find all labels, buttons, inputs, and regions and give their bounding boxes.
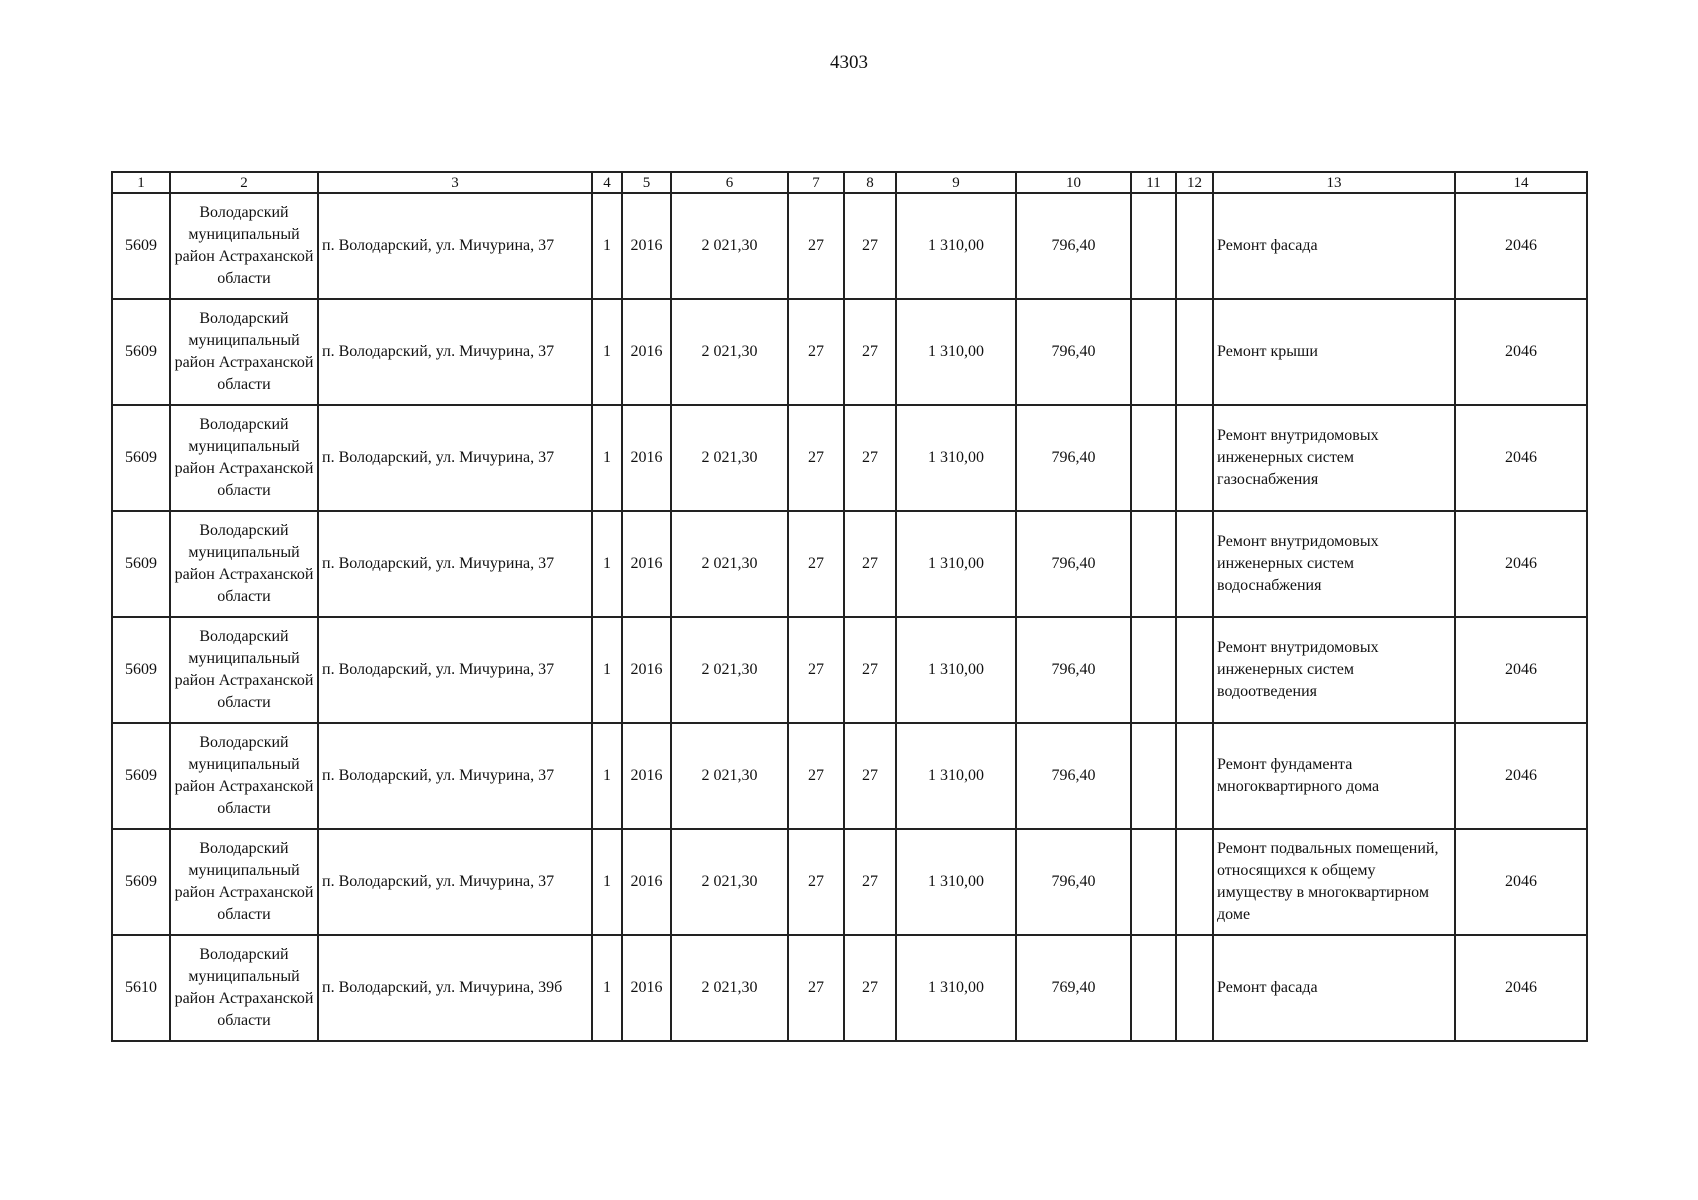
column-header: 4 bbox=[592, 172, 622, 193]
col7-cell: 27 bbox=[788, 723, 844, 829]
address-cell: п. Володарский, ул. Мичурина, 37 bbox=[318, 723, 592, 829]
col7-cell: 27 bbox=[788, 617, 844, 723]
col6-cell: 2 021,30 bbox=[671, 511, 788, 617]
table-row bbox=[112, 193, 1587, 299]
col6-cell: 2 021,30 bbox=[671, 617, 788, 723]
column-header: 9 bbox=[896, 172, 1016, 193]
address-cell: п. Володарский, ул. Мичурина, 37 bbox=[318, 829, 592, 935]
work-type-cell: Ремонт внутридомовых инженерных систем водоотведения bbox=[1213, 617, 1455, 723]
work-type-cell: Ремонт внутридомовых инженерных систем водоснабжения bbox=[1213, 511, 1455, 617]
col5-cell: 2016 bbox=[622, 299, 671, 405]
col12-cell bbox=[1176, 299, 1213, 405]
row-id: 5609 bbox=[112, 405, 170, 511]
col4-cell: 1 bbox=[592, 511, 622, 617]
col6-cell: 2 021,30 bbox=[671, 935, 788, 1041]
table-row bbox=[112, 299, 1587, 405]
year-cell: 2046 bbox=[1455, 299, 1587, 405]
header-row bbox=[112, 172, 1587, 193]
repair-schedule-table bbox=[111, 171, 1588, 1042]
col7-cell: 27 bbox=[788, 511, 844, 617]
col11-cell bbox=[1131, 723, 1176, 829]
col7-cell: 27 bbox=[788, 193, 844, 299]
address-cell: п. Володарский, ул. Мичурина, 37 bbox=[318, 193, 592, 299]
col12-cell bbox=[1176, 405, 1213, 511]
district-cell: Володарский муниципальный район Астраханской области bbox=[170, 829, 318, 935]
address-cell: п. Володарский, ул. Мичурина, 37 bbox=[318, 617, 592, 723]
col12-cell bbox=[1176, 511, 1213, 617]
col8-cell: 27 bbox=[844, 405, 896, 511]
row-id: 5609 bbox=[112, 617, 170, 723]
col12-cell bbox=[1176, 617, 1213, 723]
col8-cell: 27 bbox=[844, 829, 896, 935]
year-cell: 2046 bbox=[1455, 723, 1587, 829]
col6-cell: 2 021,30 bbox=[671, 723, 788, 829]
row-id: 5609 bbox=[112, 511, 170, 617]
col7-cell: 27 bbox=[788, 299, 844, 405]
col9-cell: 1 310,00 bbox=[896, 723, 1016, 829]
work-type-cell: Ремонт фасада bbox=[1213, 935, 1455, 1041]
column-header: 2 bbox=[170, 172, 318, 193]
year-cell: 2046 bbox=[1455, 193, 1587, 299]
table-row bbox=[112, 617, 1587, 723]
column-header: 11 bbox=[1131, 172, 1176, 193]
col6-cell: 2 021,30 bbox=[671, 829, 788, 935]
district-cell: Володарский муниципальный район Астраханской области bbox=[170, 299, 318, 405]
column-header: 6 bbox=[671, 172, 788, 193]
year-cell: 2046 bbox=[1455, 935, 1587, 1041]
col4-cell: 1 bbox=[592, 829, 622, 935]
work-type-cell: Ремонт фундамента многоквартирного дома bbox=[1213, 723, 1455, 829]
col11-cell bbox=[1131, 617, 1176, 723]
year-cell: 2046 bbox=[1455, 511, 1587, 617]
col11-cell bbox=[1131, 935, 1176, 1041]
col9-cell: 1 310,00 bbox=[896, 935, 1016, 1041]
year-cell: 2046 bbox=[1455, 405, 1587, 511]
table-row bbox=[112, 935, 1587, 1041]
district-cell: Володарский муниципальный район Астраханской области bbox=[170, 617, 318, 723]
work-type-cell: Ремонт крыши bbox=[1213, 299, 1455, 405]
district-cell: Володарский муниципальный район Астраханской области bbox=[170, 723, 318, 829]
column-header: 7 bbox=[788, 172, 844, 193]
work-type-cell: Ремонт фасада bbox=[1213, 193, 1455, 299]
col9-cell: 1 310,00 bbox=[896, 193, 1016, 299]
column-header: 1 bbox=[112, 172, 170, 193]
col12-cell bbox=[1176, 829, 1213, 935]
col8-cell: 27 bbox=[844, 723, 896, 829]
col4-cell: 1 bbox=[592, 723, 622, 829]
col7-cell: 27 bbox=[788, 829, 844, 935]
col4-cell: 1 bbox=[592, 935, 622, 1041]
row-id: 5609 bbox=[112, 193, 170, 299]
page-number: 4303 bbox=[830, 52, 868, 73]
col5-cell: 2016 bbox=[622, 829, 671, 935]
col10-cell: 796,40 bbox=[1016, 511, 1131, 617]
col11-cell bbox=[1131, 299, 1176, 405]
address-cell: п. Володарский, ул. Мичурина, 37 bbox=[318, 405, 592, 511]
col5-cell: 2016 bbox=[622, 935, 671, 1041]
col10-cell: 796,40 bbox=[1016, 617, 1131, 723]
col10-cell: 796,40 bbox=[1016, 829, 1131, 935]
col6-cell: 2 021,30 bbox=[671, 193, 788, 299]
col12-cell bbox=[1176, 723, 1213, 829]
address-cell: п. Володарский, ул. Мичурина, 39б bbox=[318, 935, 592, 1041]
col4-cell: 1 bbox=[592, 299, 622, 405]
column-header: 14 bbox=[1455, 172, 1587, 193]
col9-cell: 1 310,00 bbox=[896, 617, 1016, 723]
col7-cell: 27 bbox=[788, 405, 844, 511]
work-type-cell: Ремонт внутридомовых инженерных систем газоснабжения bbox=[1213, 405, 1455, 511]
address-cell: п. Володарский, ул. Мичурина, 37 bbox=[318, 299, 592, 405]
table-row bbox=[112, 511, 1587, 617]
col11-cell bbox=[1131, 405, 1176, 511]
column-header: 13 bbox=[1213, 172, 1455, 193]
row-id: 5609 bbox=[112, 299, 170, 405]
col8-cell: 27 bbox=[844, 511, 896, 617]
district-cell: Володарский муниципальный район Астраханской области bbox=[170, 193, 318, 299]
row-id: 5610 bbox=[112, 935, 170, 1041]
col5-cell: 2016 bbox=[622, 511, 671, 617]
col4-cell: 1 bbox=[592, 193, 622, 299]
district-cell: Володарский муниципальный район Астраханской области bbox=[170, 511, 318, 617]
col10-cell: 796,40 bbox=[1016, 405, 1131, 511]
col5-cell: 2016 bbox=[622, 405, 671, 511]
table-row bbox=[112, 405, 1587, 511]
column-header: 12 bbox=[1176, 172, 1213, 193]
col9-cell: 1 310,00 bbox=[896, 829, 1016, 935]
col12-cell bbox=[1176, 193, 1213, 299]
col8-cell: 27 bbox=[844, 299, 896, 405]
col5-cell: 2016 bbox=[622, 193, 671, 299]
col10-cell: 796,40 bbox=[1016, 299, 1131, 405]
col10-cell: 796,40 bbox=[1016, 193, 1131, 299]
col9-cell: 1 310,00 bbox=[896, 299, 1016, 405]
row-id: 5609 bbox=[112, 723, 170, 829]
year-cell: 2046 bbox=[1455, 617, 1587, 723]
col7-cell: 27 bbox=[788, 935, 844, 1041]
col5-cell: 2016 bbox=[622, 617, 671, 723]
column-header: 10 bbox=[1016, 172, 1131, 193]
col9-cell: 1 310,00 bbox=[896, 511, 1016, 617]
district-cell: Володарский муниципальный район Астраханской области bbox=[170, 405, 318, 511]
col8-cell: 27 bbox=[844, 935, 896, 1041]
col4-cell: 1 bbox=[592, 405, 622, 511]
table-row bbox=[112, 829, 1587, 935]
col8-cell: 27 bbox=[844, 193, 896, 299]
column-header: 3 bbox=[318, 172, 592, 193]
table-row bbox=[112, 723, 1587, 829]
col11-cell bbox=[1131, 829, 1176, 935]
col12-cell bbox=[1176, 935, 1213, 1041]
col6-cell: 2 021,30 bbox=[671, 405, 788, 511]
col11-cell bbox=[1131, 193, 1176, 299]
address-cell: п. Володарский, ул. Мичурина, 37 bbox=[318, 511, 592, 617]
col8-cell: 27 bbox=[844, 617, 896, 723]
col4-cell: 1 bbox=[592, 617, 622, 723]
year-cell: 2046 bbox=[1455, 829, 1587, 935]
col9-cell: 1 310,00 bbox=[896, 405, 1016, 511]
col6-cell: 2 021,30 bbox=[671, 299, 788, 405]
district-cell: Володарский муниципальный район Астраханской области bbox=[170, 935, 318, 1041]
row-id: 5609 bbox=[112, 829, 170, 935]
col5-cell: 2016 bbox=[622, 723, 671, 829]
col10-cell: 796,40 bbox=[1016, 723, 1131, 829]
column-header: 8 bbox=[844, 172, 896, 193]
col11-cell bbox=[1131, 511, 1176, 617]
column-header: 5 bbox=[622, 172, 671, 193]
work-type-cell: Ремонт подвальных помещений, относящихся к общему имуществу в многоквартирном доме bbox=[1213, 829, 1455, 935]
col10-cell: 769,40 bbox=[1016, 935, 1131, 1041]
